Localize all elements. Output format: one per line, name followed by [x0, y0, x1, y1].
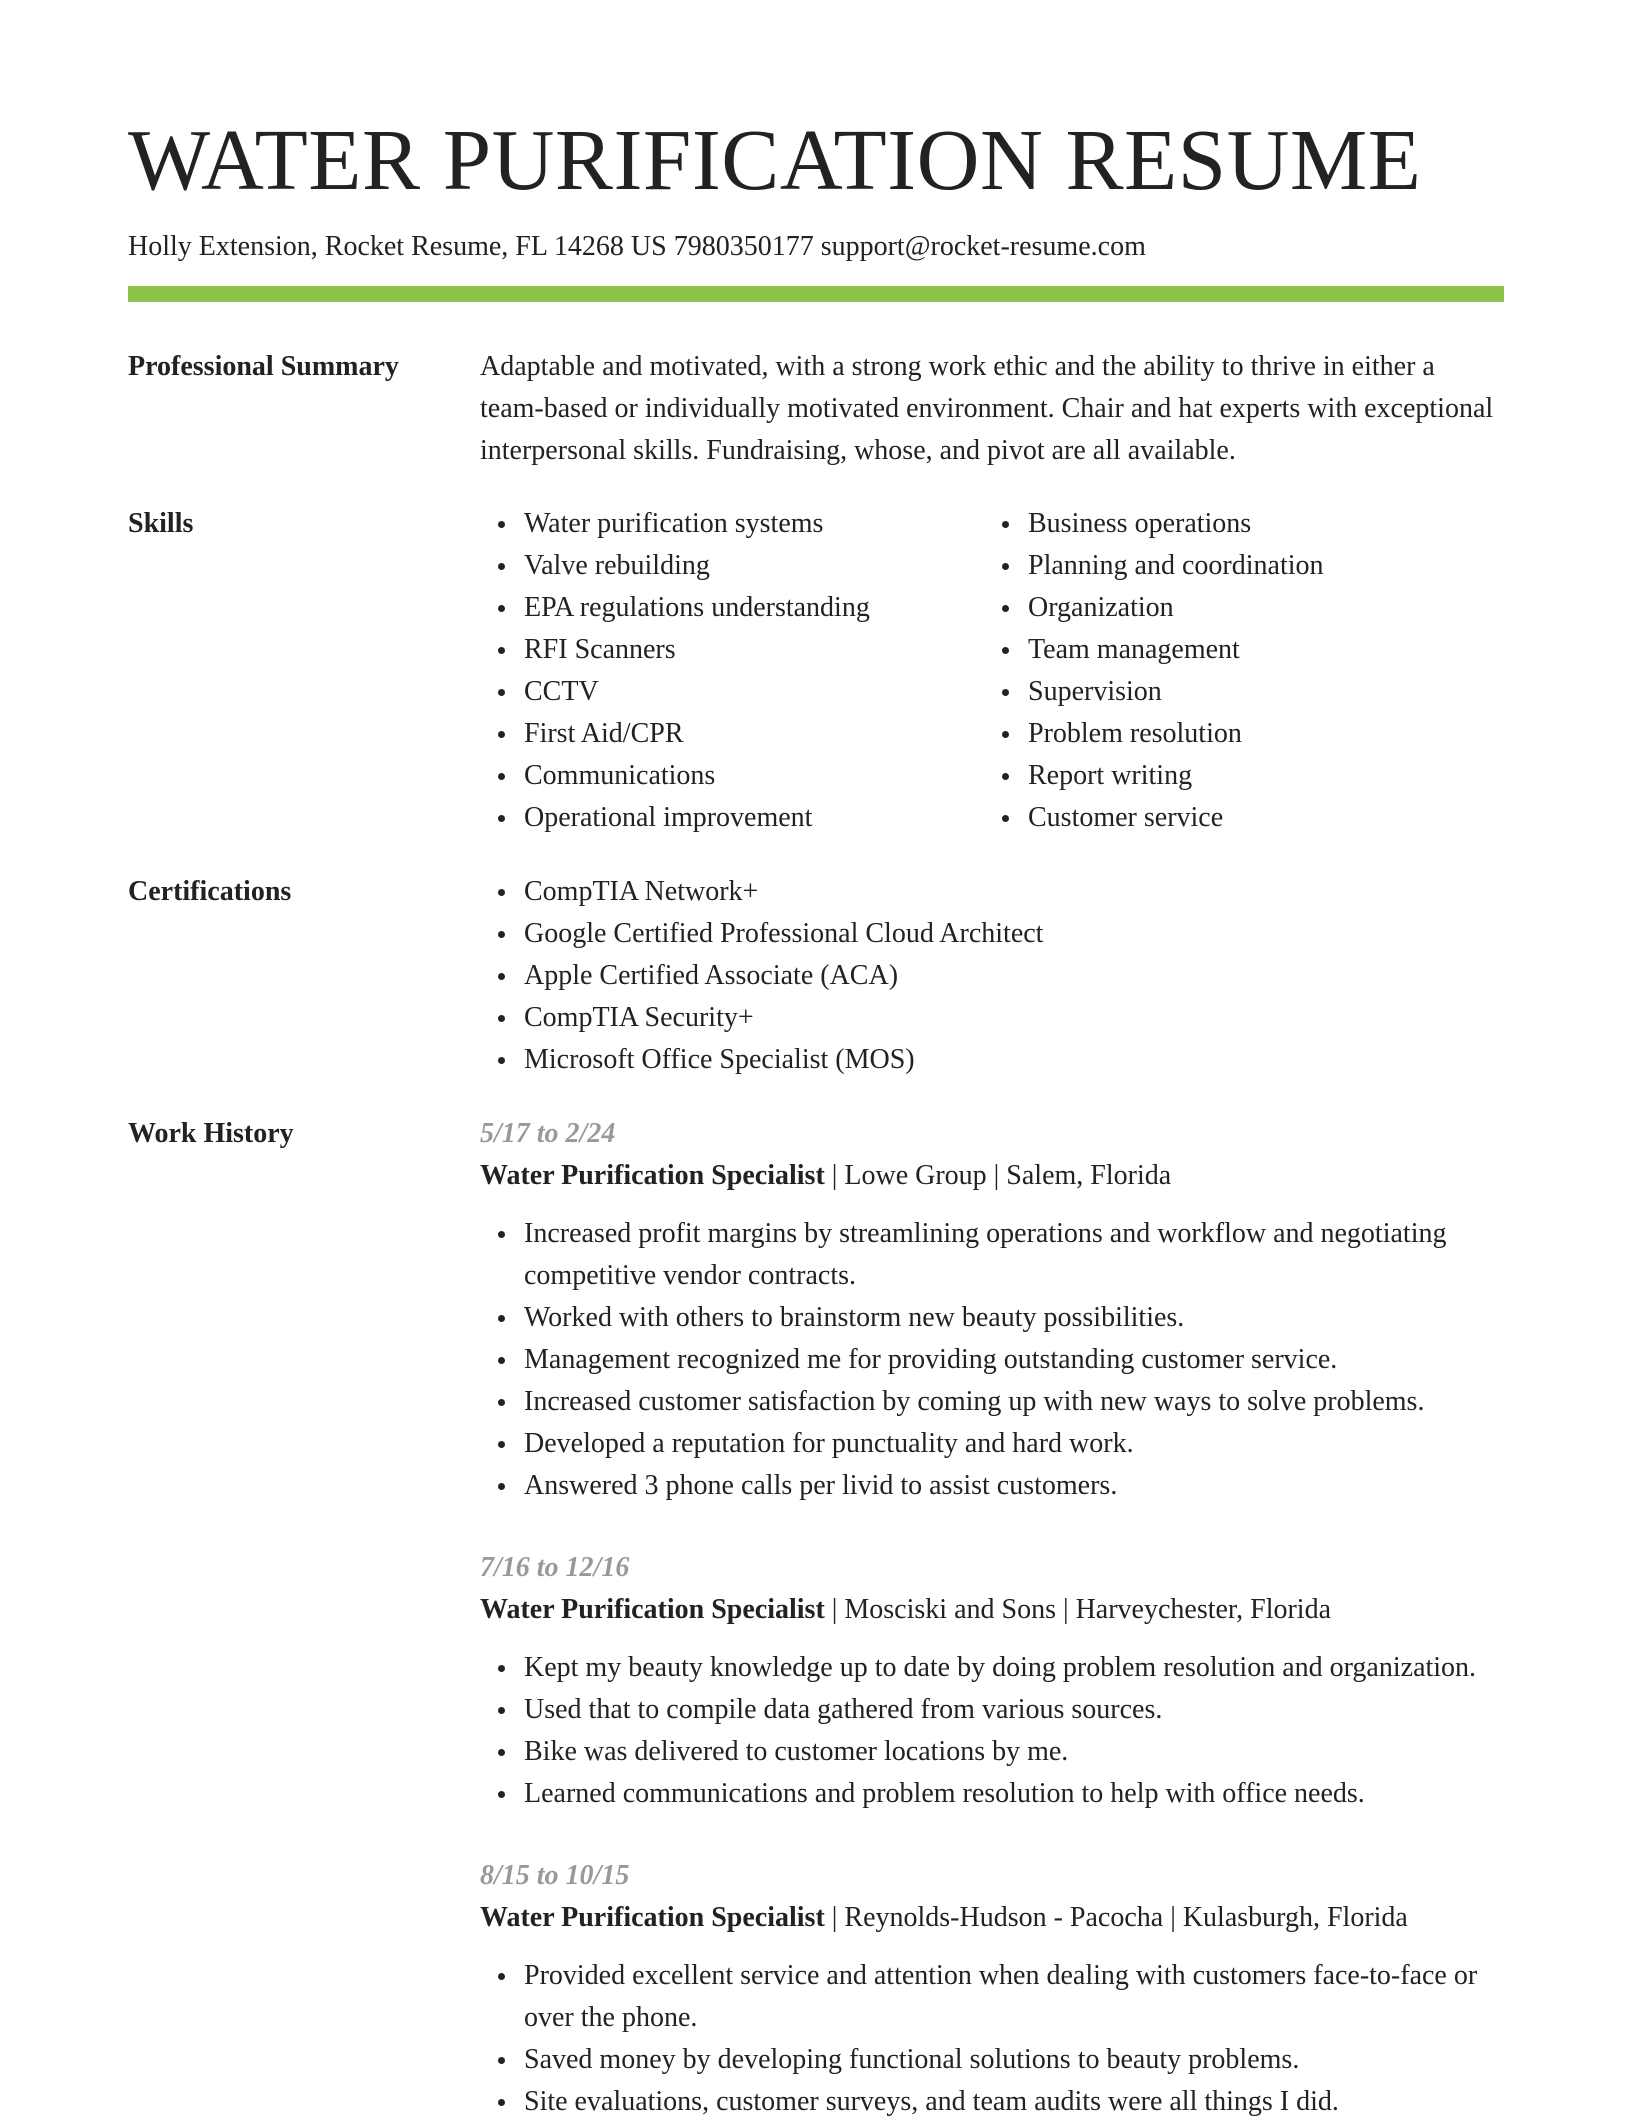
- job-dates: 7/16 to 12/16: [480, 1552, 630, 1583]
- job-bullet-list: [480, 1955, 1504, 2123]
- certifications-body: [480, 871, 1504, 1081]
- section-certifications: [128, 871, 1504, 1086]
- job-bullet-list: [480, 1647, 1504, 1815]
- job-bullet: Learned communications and problem resolution to help with office needs.: [524, 1773, 1504, 1815]
- certifications-list: [480, 871, 1504, 1081]
- job-bullet: Bike was delivered to customer locations by me.: [524, 1731, 1504, 1773]
- section-skills: [128, 503, 1504, 843]
- certification-item: CompTIA Security+: [524, 997, 1504, 1039]
- skill-item: RFI Scanners: [524, 629, 940, 671]
- job-title: Water Purification Specialist: [480, 1594, 825, 1625]
- job-entry: [480, 1547, 1504, 1815]
- section-work-history: [128, 1113, 1504, 2117]
- work-history-body: [480, 1113, 1504, 2123]
- job-bullet: Provided excellent service and attention when dealing with customers face-to-face or over the phone.: [524, 1955, 1504, 2039]
- skill-item: Report writing: [1028, 755, 1444, 797]
- resume-title: WATER PURIFICATION RESUME: [128, 111, 1422, 208]
- contact-info: Holly Extension, Rocket Resume, FL 14268 US 7980350177 support@rocket-resume.com: [128, 231, 1146, 262]
- job-heading: [480, 1155, 1504, 1197]
- job-bullet: Increased customer satisfaction by coming up with new ways to solve problems.: [524, 1381, 1504, 1423]
- certification-item: Microsoft Office Specialist (MOS): [524, 1039, 1504, 1081]
- skill-item: Customer service: [1028, 797, 1444, 839]
- job-bullet: Used that to compile data gathered from various sources.: [524, 1689, 1504, 1731]
- certification-item: Google Certified Professional Cloud Architect: [524, 913, 1504, 955]
- job-dates: 8/15 to 10/15: [480, 1860, 630, 1891]
- job-entry: [480, 1855, 1504, 2123]
- skills-list-right: [984, 503, 1444, 839]
- certification-item: Apple Certified Associate (ACA): [524, 955, 1504, 997]
- job-bullet: Kept my beauty knowledge up to date by doing problem resolution and organization.: [524, 1647, 1504, 1689]
- skill-item: Problem resolution: [1028, 713, 1444, 755]
- skill-item: Business operations: [1028, 503, 1444, 545]
- skill-item: Communications: [524, 755, 940, 797]
- job-heading: [480, 1589, 1504, 1631]
- skill-item: Valve rebuilding: [524, 545, 940, 587]
- summary-text: Adaptable and motivated, with a strong work ethic and the ability to thrive in either a team-based or individually motivated environment. Chair and hat experts with exceptional interpersonal skills. Fundraising, whose, and pivot are all available.: [480, 351, 1494, 466]
- skill-item: Operational improvement: [524, 797, 940, 839]
- skill-item: First Aid/CPR: [524, 713, 940, 755]
- skill-item: EPA regulations understanding: [524, 587, 940, 629]
- job-title: Water Purification Specialist: [480, 1160, 825, 1191]
- job-bullet-list: [480, 1213, 1504, 1507]
- job-bullet: Worked with others to brainstorm new beauty possibilities.: [524, 1297, 1504, 1339]
- section-label-skills: Skills: [128, 508, 194, 539]
- job-title: Water Purification Specialist: [480, 1902, 825, 1933]
- job-dates: 5/17 to 2/24: [480, 1118, 616, 1149]
- job-employer-location: | Lowe Group | Salem, Florida: [824, 1160, 1172, 1191]
- certification-item: CompTIA Network+: [524, 871, 1504, 913]
- job-employer-location: | Reynolds-Hudson - Pacocha | Kulasburgh, Florida: [824, 1902, 1408, 1933]
- skills-column-right: [984, 503, 1444, 839]
- job-bullet: Increased profit margins by streamlining operations and workflow and negotiating competitive vendor contracts.: [524, 1213, 1504, 1297]
- section-label-summary: Professional Summary: [128, 351, 399, 382]
- skill-item: Planning and coordination: [1028, 545, 1444, 587]
- skill-item: Water purification systems: [524, 503, 940, 545]
- skill-item: Team management: [1028, 629, 1444, 671]
- job-bullet: Management recognized me for providing outstanding customer service.: [524, 1339, 1504, 1381]
- skill-item: Organization: [1028, 587, 1444, 629]
- section-label-certifications: Certifications: [128, 876, 292, 907]
- skills-column-left: [480, 503, 940, 839]
- section-professional-summary: [128, 346, 1504, 476]
- skill-item: Supervision: [1028, 671, 1444, 713]
- accent-divider: [128, 286, 1504, 302]
- job-bullet: Developed a reputation for punctuality and hard work.: [524, 1423, 1504, 1465]
- job-employer-location: | Mosciski and Sons | Harveychester, Florida: [824, 1594, 1332, 1625]
- job-bullet: Site evaluations, customer surveys, and team audits were all things I did.: [524, 2081, 1504, 2123]
- job-bullet: Saved money by developing functional solutions to beauty problems.: [524, 2039, 1504, 2081]
- job-bullet: Answered 3 phone calls per livid to assist customers.: [524, 1465, 1504, 1507]
- summary-body: [480, 346, 1504, 472]
- section-label-work-history: Work History: [128, 1118, 294, 1149]
- skills-list-left: [480, 503, 940, 839]
- job-heading: [480, 1897, 1504, 1939]
- job-entry: [480, 1113, 1504, 1507]
- skill-item: CCTV: [524, 671, 940, 713]
